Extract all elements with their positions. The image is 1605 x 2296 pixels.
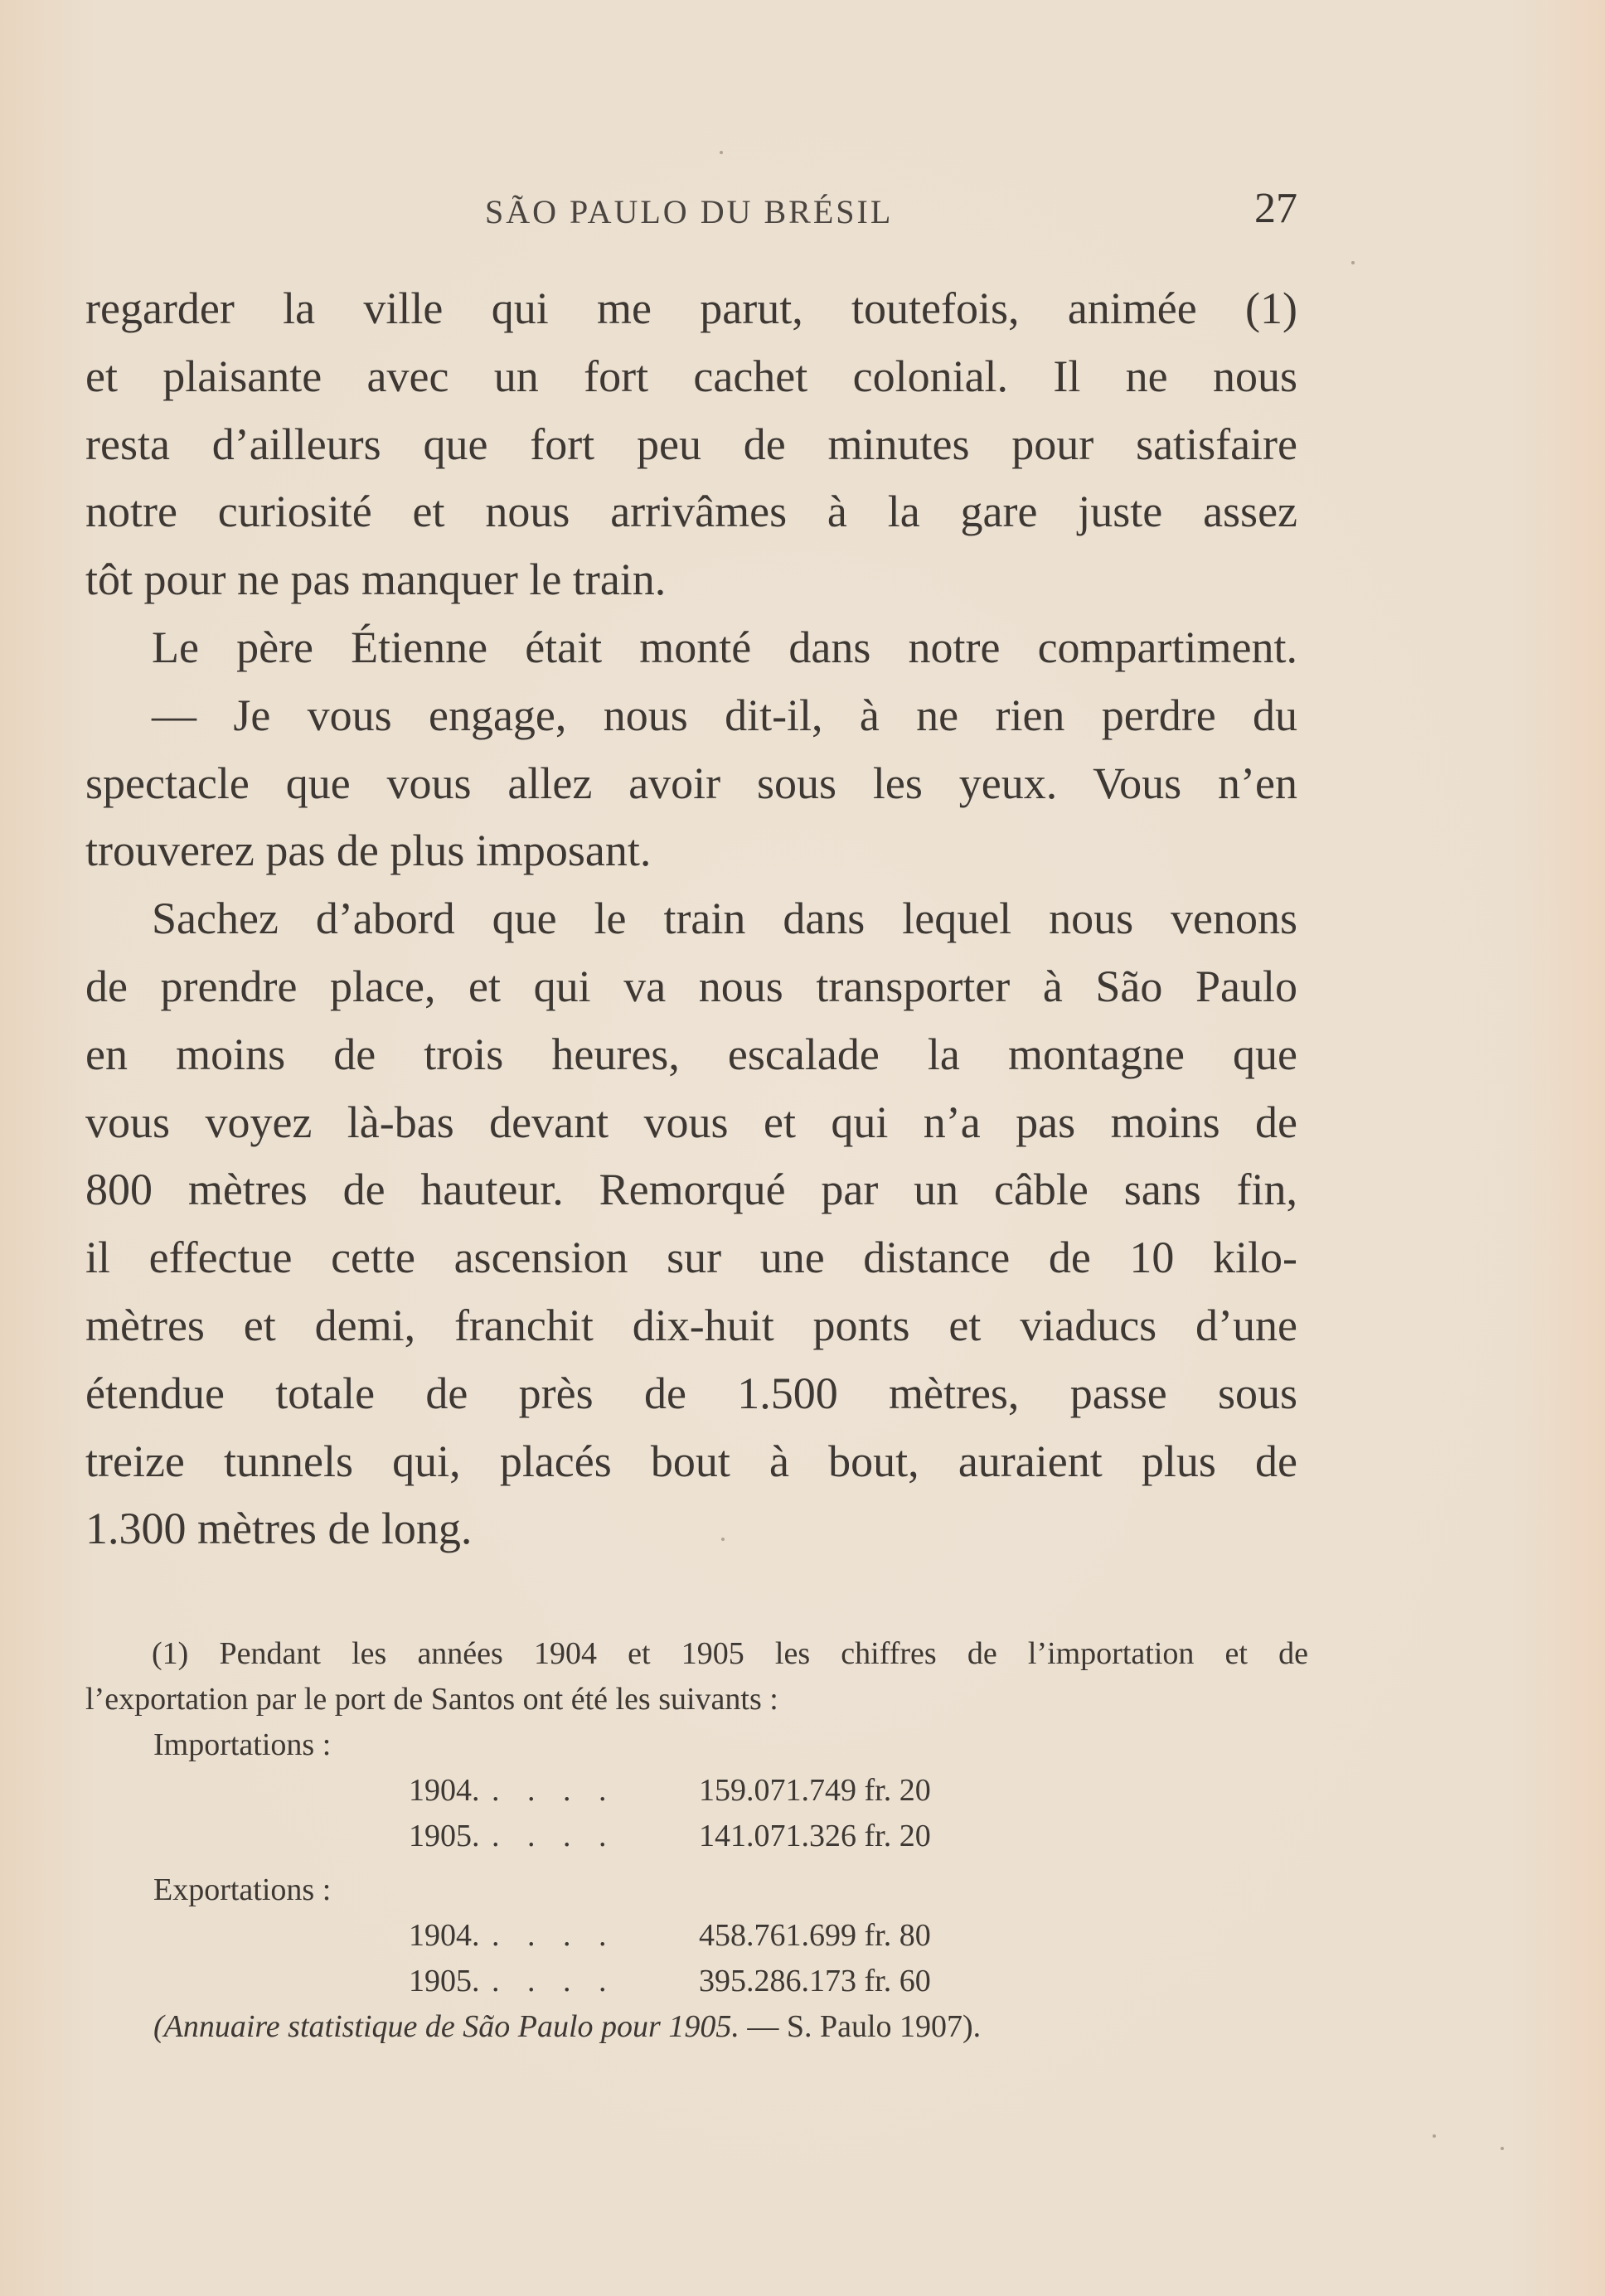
text-line: tôt pour ne pas manquer le train. [85, 555, 667, 605]
row-amount: 159.071.749 fr. 20 [699, 1773, 931, 1808]
paper-speck [720, 151, 723, 154]
text-line: — Je vous engage, nous dit-il, à ne rien perdre du [152, 690, 1297, 740]
row-leader-dots: . . . . [492, 1773, 617, 1808]
text-line: il effectue cette ascension sur une distance de 10 kilo- [85, 1233, 1297, 1283]
exports-label: Exportations : [153, 1872, 332, 1907]
paper-speck [721, 1538, 725, 1541]
paper-speck [1501, 2147, 1504, 2150]
text-line: trouverez pas de plus imposant. [85, 826, 652, 876]
imports-row [85, 1768, 1308, 1814]
footnote-intro-line: (1) Pendant les années 1904 et 1905 les chiffres de l’importation et de [152, 1636, 1308, 1671]
text-line: vous voyez là-bas devant vous et qui n’a pas moins de [85, 1097, 1297, 1147]
source-place-date: — S. Paulo 1907). [739, 2009, 982, 2044]
text-line: Sachez d’abord que le train dans lequel nous venons [152, 894, 1297, 944]
text-line: resta d’ailleurs que fort peu de minutes pour satisfaire [85, 419, 1297, 469]
row-year: 1904. [409, 1773, 480, 1808]
text-line: en moins de trois heures, escalade la montagne que [85, 1029, 1297, 1079]
row-amount: 395.286.173 fr. 60 [699, 1964, 931, 1998]
text-line: de prendre place, et qui va nous transporter à São Paulo [85, 961, 1297, 1011]
text-line: notre curiosité et nous arrivâmes à la gare juste assez [85, 487, 1297, 537]
text-line: 800 mètres de hauteur. Remorqué par un câble sans fin, [85, 1165, 1297, 1215]
text-line: mètres et demi, franchit dix-huit ponts et viaducs d’une [85, 1300, 1297, 1350]
footnote-source [85, 2004, 1308, 2050]
exports-row [85, 1913, 1308, 1959]
row-year: 1904. [409, 1918, 480, 1953]
row-amount: 458.761.699 fr. 80 [699, 1918, 931, 1953]
text-line: étendue totale de près de 1.500 mètres, passe sous [85, 1368, 1297, 1418]
footnote-intro-line: l’exportation par le port de Santos ont été les suivants : [85, 1682, 778, 1717]
paper-speck [1351, 261, 1355, 264]
imports-label: Importations : [153, 1727, 332, 1762]
page-number: 27 [1254, 185, 1297, 232]
row-leader-dots: . . . . [492, 1819, 617, 1853]
imports-row [85, 1814, 1308, 1859]
body-text [85, 275, 1297, 1563]
row-amount: 141.071.326 fr. 20 [699, 1819, 931, 1853]
text-line: treize tunnels qui, placés bout à bout, auraient plus de [85, 1436, 1297, 1486]
footnote [85, 1631, 1308, 2050]
row-year: 1905. [409, 1964, 480, 1998]
row-leader-dots: . . . . [492, 1918, 617, 1953]
text-line: Le père Étienne était monté dans notre compartiment. [152, 622, 1297, 672]
row-year: 1905. [409, 1819, 480, 1853]
exports-row [85, 1959, 1308, 2004]
paper-speck [1433, 2134, 1436, 2138]
text-line: spectacle que vous allez avoir sous les yeux. Vous n’en [85, 758, 1297, 808]
text-line: et plaisante avec un fort cachet colonial. Il ne nous [85, 351, 1297, 401]
text-line: 1.300 mètres de long. [85, 1504, 473, 1554]
running-title: SÃO PAULO DU BRÉSIL [485, 193, 894, 230]
page-header [87, 184, 1297, 242]
text-line: regarder la ville qui me parut, toutefois, animée (1) [85, 283, 1297, 333]
source-title: (Annuaire statistique de São Paulo pour 1905. [153, 2009, 739, 2044]
row-leader-dots: . . . . [492, 1964, 617, 1998]
